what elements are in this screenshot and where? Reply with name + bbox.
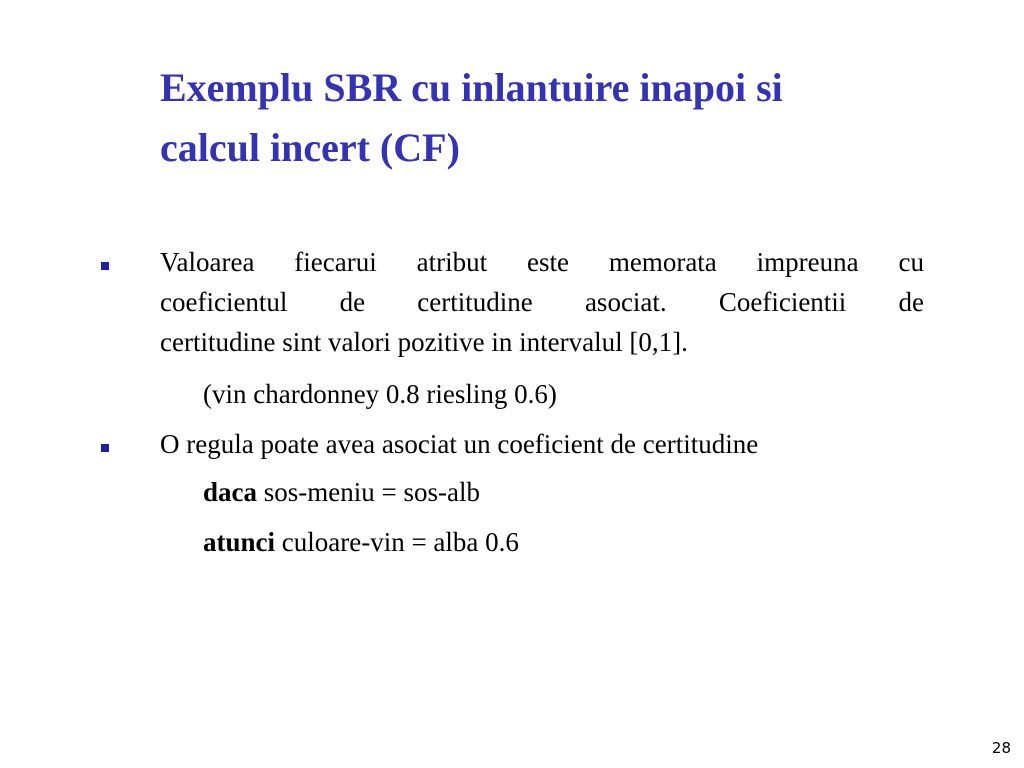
bullet-text-2: O regula poate avea asociat un coeficient de certitudine [160, 429, 759, 459]
bullet-1-line-1: Valoarea fiecarui atribut este memorata impreuna cu [160, 247, 924, 277]
rule-if-line [203, 472, 923, 512]
then-conclusion: culoare-vin = alba 0.6 [281, 527, 519, 557]
bullet-1-line-2: coeficientul de certitudine asociat. Coeficientii de [160, 287, 924, 317]
bullet-1-line-3: certitudine sint valori pozitive in intervalul [0,1]. [160, 327, 688, 357]
if-condition: sos-meniu = sos-alb [263, 477, 480, 507]
if-keyword: daca [203, 477, 257, 507]
bullet-marker-2 [101, 444, 109, 452]
title-line-2: calcul incert (CF) [160, 125, 460, 170]
then-keyword: atunci [203, 527, 276, 557]
bullet-text-1 [160, 242, 924, 362]
rule-then-line [203, 522, 923, 562]
title-line-1: Exemplu SBR cu inlantuire inapoi si [160, 65, 783, 110]
slide-title [160, 58, 940, 178]
bullet-marker-1 [101, 262, 109, 270]
page-number: 28 [991, 739, 1011, 757]
example-line: (vin chardonney 0.8 riesling 0.6) [203, 379, 557, 409]
